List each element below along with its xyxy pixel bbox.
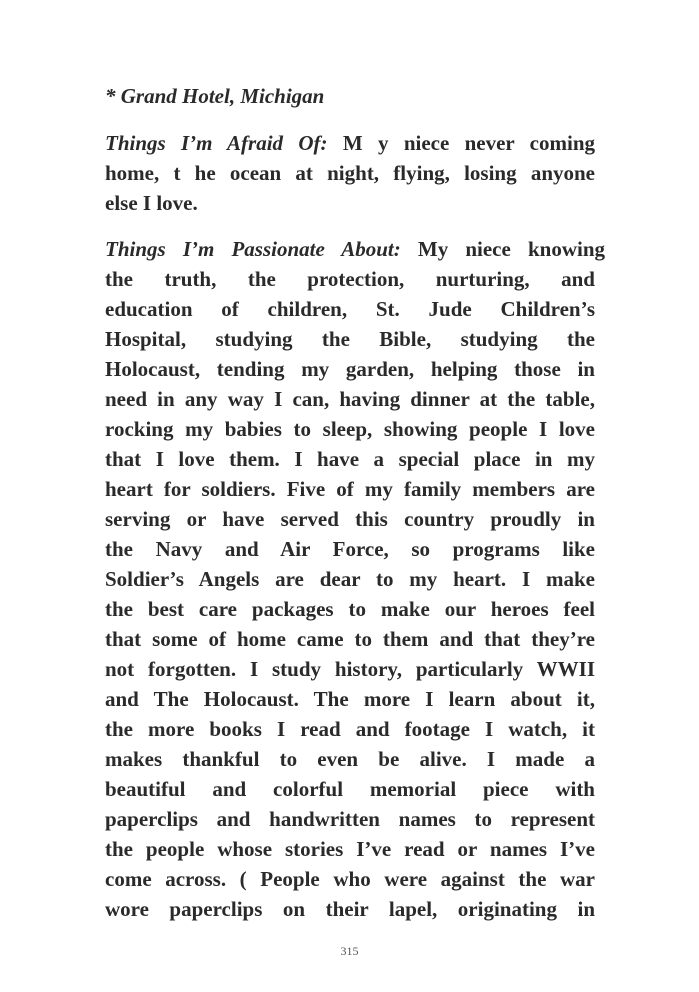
passionate-line-18: makes thankful to even be alive. I made a [105,747,595,771]
passionate-line-7: rocking my babies to sleep, showing people I love [105,417,595,441]
afraid-line-1 [105,128,595,158]
passionate-line-10: serving or have served this country proudly in [105,507,595,531]
afraid-line-2: home, t he ocean at night, flying, losing anyone [105,161,595,185]
passionate-line-17: the more books I read and footage I watch, it [105,717,595,741]
passionate-line-6: need in any way I can, having dinner at the table, [105,387,595,411]
passionate-line-4: Hospital, studying the Bible, studying the [105,327,595,351]
passionate-line-1 [105,234,605,264]
passionate-line-19: beautiful and colorful memorial piece with [105,777,595,801]
passionate-line-11: the Navy and Air Force, so programs like [105,537,595,561]
passionate-line-22: come across. ( People who were against the war [105,867,595,891]
passionate-line-8: that I love them. I have a special place in my [105,447,595,471]
passionate-line-3: education of children, St. Jude Children’s [105,297,595,321]
passionate-line-16: and The Holocaust. The more I learn about it, [105,687,595,711]
page-number: 315 [340,944,359,958]
passionate-line-12: Soldier’s Angels are dear to my heart. I make [105,567,595,591]
passionate-line-14: that some of home came to them and that they’re [105,627,595,651]
passionate-line-9: heart for soldiers. Five of my family members are [105,477,595,501]
afraid-line-1-text: M y niece never coming [342,131,596,155]
passionate-line-20: paperclips and handwritten names to represent [105,807,595,831]
afraid-paragraph [105,128,595,218]
afraid-lead: Things I’m Afraid Of: [105,131,328,155]
passionate-lead: Things I’m Passionate About: [105,237,401,261]
passionate-line-1-text: My niece knowing [417,237,606,261]
passionate-line-15: not forgotten. I study history, particularly WWII [105,657,595,681]
passionate-line-23: wore paperclips on their lapel, originating in [105,897,595,921]
passionate-line-13: the best care packages to make our heroes feel [105,597,595,621]
passionate-line-21: the people whose stories I’ve read or names I’ve [105,837,595,861]
section-heading: * Grand Hotel, Michigan [105,84,325,108]
passionate-line-5: Holocaust, tending my garden, helping those in [105,357,595,381]
afraid-line-3: else I love. [105,191,198,215]
passionate-paragraph [105,234,606,924]
passionate-line-2: the truth, the protection, nurturing, and [105,267,595,291]
